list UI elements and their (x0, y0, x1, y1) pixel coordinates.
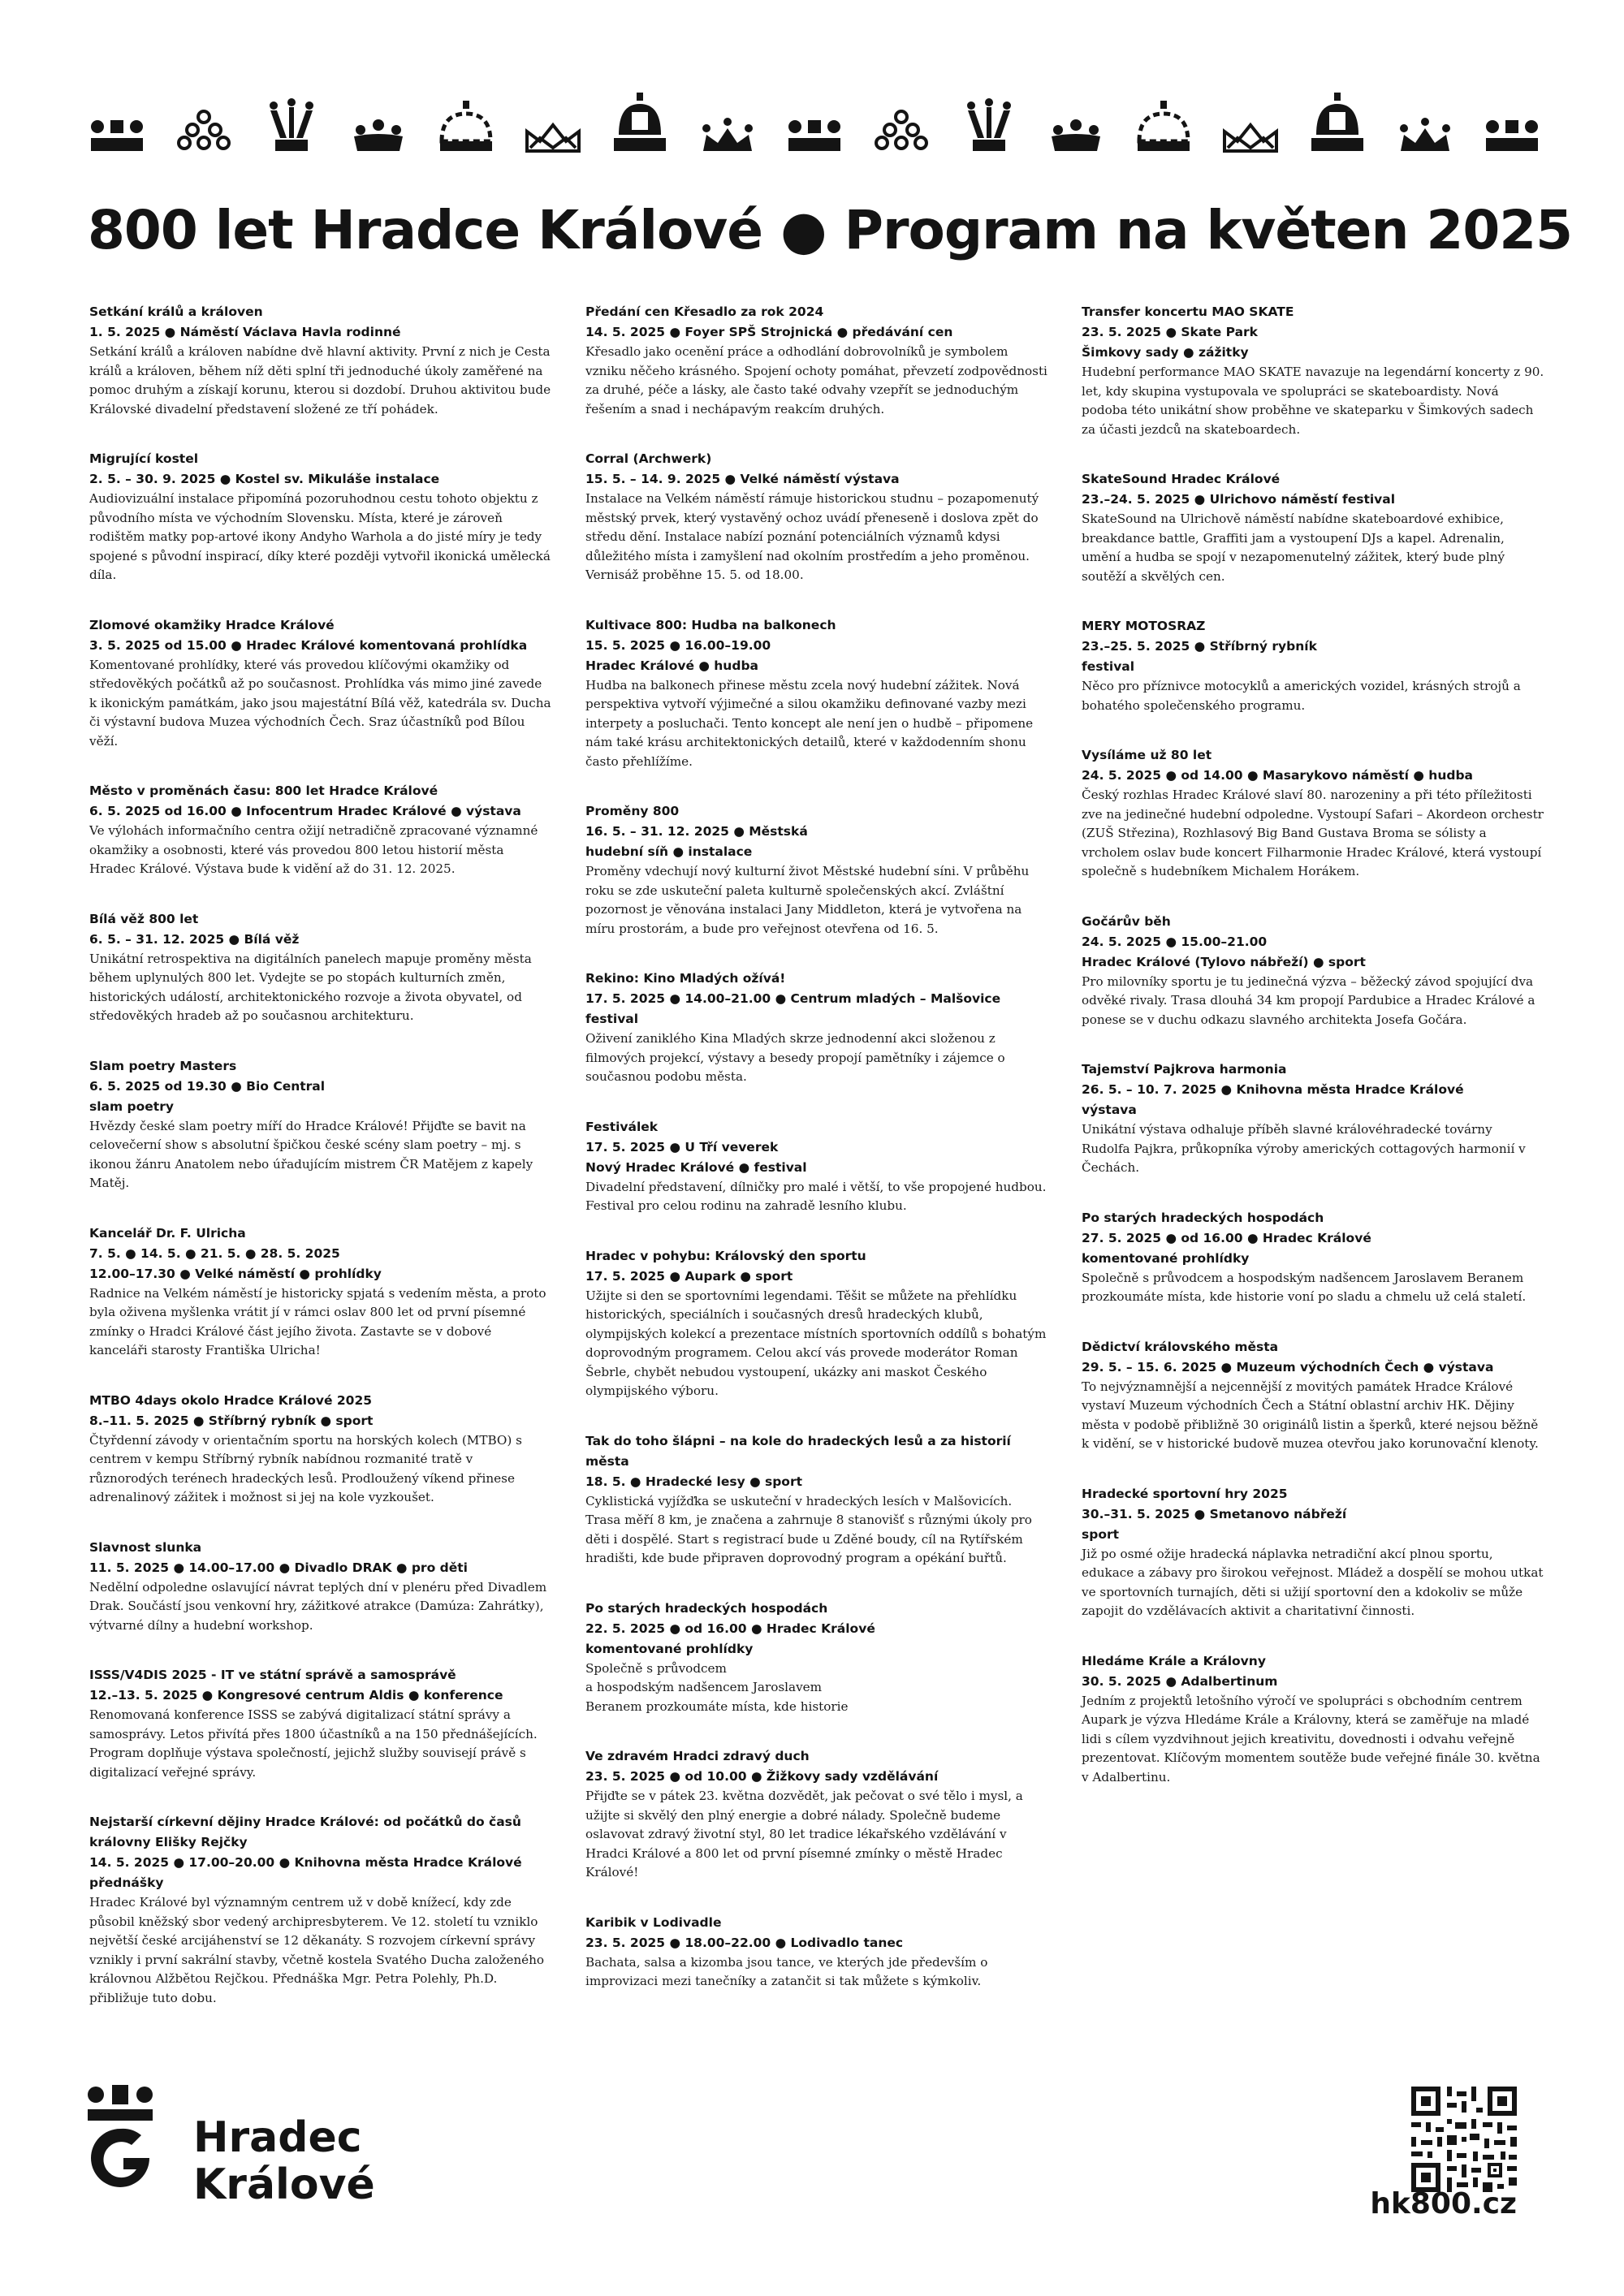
event-title: Hradecké sportovní hry 2025 (1082, 1486, 1288, 1501)
crown-icon-16 (1396, 89, 1454, 154)
event-title: Po starých hradeckých hospodách (585, 1600, 828, 1616)
event-date-place: 12.–13. 5. 2025 ● Kongresové centrum Aldis ● konference (89, 1688, 503, 1703)
event-description: Oživení zaniklého Kina Mladých skrze jednodenní akci složenou z filmových projekcí, výstavy a besedy propojí pamětníky i zájemce o současnou podobu města. (585, 1031, 1005, 1084)
event-description: Instalace na Velkém náměstí rámuje historickou studnu – pozapomenutý městský prvek, který vystavěný ochoz uvádí přeneseně i doslova zpět do středu dění. Instalace nabízí poznání potenciálních významů kdysi důležitého místa i zamyšlení nad okolním prostředím a jeho proměnou. Vernisáž proběhne 15. 5. od 18.00. (585, 491, 1039, 582)
qr-code-icon[interactable] (1411, 2087, 1517, 2192)
event-date-place: 15. 5. – 14. 9. 2025 ● Velké náměstí výstava (585, 472, 900, 486)
event-date-place: 6. 5. 2025 od 16.00 ● Infocentrum Hradec Králové ● výstava (89, 804, 521, 818)
event-item (89, 1812, 552, 2008)
event-description: Český rozhlas Hradec Králové slaví 80. narozeniny a při této příležitosti zve na jedinečné hudební odpoledne. Vystoupí Safari – Akordeon orchestr (ZUŠ Střezina), Rozhlasový Big Band Gustava Broma se sólisty a vrcholem oslav bude koncert Filharmonie Hradec Králové, která vystoupí společně s hudebníkem Michalem Horákem. (1082, 788, 1544, 878)
event-title: Hradec v pohybu: Královský den sportu (585, 1248, 866, 1263)
event-description: Křesadlo jako ocenění práce a odhodlání dobrovolníků je symbolem vzniku něčeho krásného. Spojení ochoty pomáhat, převzetí zodpovědnosti za druhé, péče a lásky, ale často také odvahy vzepřít se jednoduchým řešením a snad i nechápavým reakcím druhých. (585, 344, 1047, 416)
event-date-place: 3. 5. 2025 od 15.00 ● Hradec Králové komentovaná prohlídka (89, 637, 528, 653)
event-title: Tak do toho šlápni – na kole do hradeckých lesů a za historií města (585, 1433, 1011, 1469)
crown-icon-2 (175, 89, 233, 154)
program-column-2 (585, 302, 1048, 2022)
event-title: Transfer koncertu MAO SKATE (1082, 304, 1294, 319)
event-description: Ve výlohách informačního centra ožijí netradičně zpracované významné okamžiky a osobnosti, které vás provedou 800 letou historií města Hradec Králové. Výstava bude k vidění až do 31. 12. 2025. (89, 823, 538, 876)
event-title: Tajemství Pajkrova harmonia (1082, 1062, 1287, 1077)
event-item (585, 1599, 1048, 1717)
event-date-place: 23.–24. 5. 2025 ● Ulrichovo náměstí festival (1082, 492, 1396, 507)
event-description: Již po osmé ožije hradecká náplavka netradiční akcí plnou sportu, edukace a zábavy pro širokou veřejnost. Mládež a dospělí se mohou utkat ve sportovních turnajích, děti si užijí sportovní den a kdokoliv se může zapojit do vzdělávacích aktivit a charitativní činnosti. (1082, 1546, 1544, 1618)
event-title: MTBO 4days okolo Hradce Králové 2025 (89, 1392, 373, 1408)
event-title: Setkání králů a královen (89, 304, 263, 319)
logo-line-2: Králové (193, 2160, 375, 2209)
event-title: Bílá věž 800 let (89, 911, 199, 926)
event-title: Rekino: Kino Mladých ožívá! (585, 971, 786, 986)
event-item (89, 615, 552, 752)
website-link[interactable]: hk800.cz (1370, 2187, 1517, 2220)
event-item (1082, 1337, 1544, 1454)
event-title: MERY MOTOSRAZ (1082, 619, 1206, 633)
event-date-place: 7. 5. ● 14. 5. ● 21. 5. ● 28. 5. 2025 12.00–17.30 ● Velké náměstí ● prohlídky (89, 1245, 382, 1281)
event-date-place: 18. 5. ● Hradecké lesy ● sport (585, 1474, 803, 1489)
event-title: Hledáme Krále a Královny (1082, 1653, 1266, 1668)
event-item (89, 909, 552, 1026)
event-title: Po starých hradeckých hospodách (1082, 1210, 1324, 1225)
event-item (585, 449, 1048, 585)
event-item (89, 1056, 552, 1193)
event-description: Něco pro příznivce motocyklů a amerických vozidel, krásných strojů a bohatého společenského programu. (1082, 679, 1521, 713)
event-title: Ve zdravém Hradci zdravý duch (585, 1749, 810, 1763)
event-item (585, 302, 1048, 419)
event-date-place: 15. 5. 2025 ● 16.00–19.00 Hradec Králové ● hudba (585, 637, 771, 673)
event-item (1082, 616, 1544, 715)
page-title: 800 let Hradce Králové ● Program na květen 2025 (88, 199, 1573, 261)
event-date-place: 8.–11. 5. 2025 ● Stříbrný rybník ● sport (89, 1413, 374, 1428)
event-date-place: 27. 5. 2025 ● od 16.00 ● Hradec Králové komentované prohlídky (1082, 1230, 1371, 1266)
event-date-place: 23. 5. 2025 ● 18.00–22.00 ● Lodivadlo tanec (585, 1935, 904, 1950)
event-item (89, 1391, 552, 1508)
event-date-place: 14. 5. 2025 ● Foyer SPŠ Strojnická ● předávání cen (585, 325, 953, 339)
event-item (1082, 1060, 1544, 1178)
crown-icon-15 (1308, 89, 1367, 154)
event-title: Vysíláme už 80 let (1082, 748, 1212, 762)
event-date-place: 1. 5. 2025 ● Náměstí Václava Havla rodinné (89, 325, 401, 339)
event-title: Slavnost slunka (89, 1539, 202, 1555)
event-date-place: 2. 5. – 30. 9. 2025 ● Kostel sv. Mikuláše instalace (89, 472, 440, 486)
event-title: Město v proměnách času: 800 let Hradce Králové (89, 783, 438, 798)
event-item (89, 781, 552, 879)
event-item (1082, 469, 1544, 586)
event-date-place: 29. 5. – 15. 6. 2025 ● Muzeum východních Čech ● výstava (1082, 1359, 1494, 1375)
event-title: ISSS/V4DIS 2025 - IT ve státní správě a samosprávě (89, 1668, 456, 1682)
event-description: Bachata, salsa a kizomba jsou tance, ve kterých jde především o improvizaci mezi tanečníky a zatančit si tak můžete s kýmkoliv. (585, 1954, 988, 1988)
hradec-kralove-logo-icon (88, 2078, 153, 2208)
crown-icon-6 (524, 89, 582, 154)
crown-icon-7 (611, 89, 669, 154)
event-description: Renomovaná konference ISSS se zabývá digitalizací státní správy a samosprávy. Letos přivítá přes 1800 účastníků a na 150 přednášejících. Program doplňuje výstava společností, jejichž služby souvisejí právě s digitalizací veřejné správy. (89, 1707, 538, 1780)
event-description: Setkání králů a královen nabídne dvě hlavní aktivity. První z nich je Cesta králů a královen, během níž děti splní tři jednoduché úkoly zaměřené na pomoc druhým a získají korunu, kterou si dozdobí. Druhou aktivitou bude Královské divadelní představení složené ze tří pohádek. (89, 344, 551, 416)
crown-icon-4 (349, 89, 408, 154)
crown-icon-17 (1483, 89, 1541, 154)
event-item (585, 1117, 1048, 1216)
crown-icon-11 (960, 89, 1018, 154)
event-item (89, 449, 552, 585)
logo-text (193, 2114, 375, 2208)
event-item (89, 1224, 552, 1361)
event-description: Jedním z projektů letošního výročí ve spolupráci s obchodním centrem Aupark je výzva Hledáme Krále a Královny, která se zaměřuje na mladé lidi s cílem vyzdvihnout jejich kreativitu, dovednosti i odvahu veřejně prezentovat. Klíčovým momentem soutěže bude veřejné finále 30. května v Adalbertinu. (1082, 1693, 1540, 1785)
event-description: Nedělní odpoledne oslavující návrat teplých dní v plenéru před Divadlem Drak. Součástí jsou venkovní hry, zážitkové atrakce (Damúza: Zahrátky), výtvarné dílny a hudební workshop. (89, 1579, 547, 1633)
event-date-place: 23.–25. 5. 2025 ● Stříbrný rybník festival (1082, 639, 1317, 674)
crown-icon-9 (785, 89, 844, 154)
logo-line-1: Hradec (193, 2113, 362, 2162)
crown-icon-8 (698, 89, 757, 154)
event-item (585, 615, 1048, 772)
event-item (585, 1246, 1048, 1401)
event-item (89, 302, 552, 419)
event-date-place: 26. 5. – 10. 7. 2025 ● Knihovna města Hradce Králové výstava (1082, 1082, 1464, 1117)
event-description: Čtyřdenní závody v orientačním sportu na horských kolech (MTBO) s centrem v kempu Stříbrný rybník nabídnou rozmanité tratě v různorodých terénech hradeckých lesů. Prodloužený víkend přinese adrenalinový zážitek i možnost si jej na kole vyzkoušet. (89, 1432, 522, 1504)
crown-icon-3 (262, 89, 321, 154)
event-date-place: 17. 5. 2025 ● Aupark ● sport (585, 1268, 793, 1284)
program-column-3 (1082, 302, 1544, 1817)
event-date-place: 17. 5. 2025 ● U Tří veverek Nový Hradec Králové ● festival (585, 1139, 807, 1175)
event-title: Dědictví královského města (1082, 1339, 1279, 1354)
event-description: Hudební performance MAO SKATE navazuje na legendární koncerty z 90. let, kdy skupina vystupovala ve spolupráci se skateboardisty. Nová podoba této unikátní show proběhne ve skateparku v Šimkových sadech za účasti jezdců na skateboardech. (1082, 365, 1544, 437)
event-title: SkateSound Hradec Králové (1082, 472, 1281, 486)
event-date-place: 30. 5. 2025 ● Adalbertinum (1082, 1673, 1278, 1689)
event-title: Předání cen Křesadlo za rok 2024 (585, 304, 824, 319)
event-description: Cyklistická vyjížďka se uskuteční v hradeckých lesích v Malšovicích. Trasa měří 8 km, je značena a zahrnuje 8 stanovišť s různými úkoly pro děti i dospělé. Start s registrací bude u Zděné boudy, cíl na Rytířském hradišti, kde bude připraven doprovodný program a opékání buřtů. (585, 1493, 1032, 1565)
event-date-place: 16. 5. – 31. 12. 2025 ● Městská hudební síň ● instalace (585, 824, 808, 859)
event-item (89, 1538, 552, 1636)
city-logo (88, 2078, 429, 2208)
event-title: Gočárův běh (1082, 913, 1171, 929)
crown-icon-10 (872, 89, 931, 154)
event-date-place: 23. 5. 2025 ● od 10.00 ● Žižkovy sady vzdělávání (585, 1769, 939, 1784)
event-date-place: 17. 5. 2025 ● 14.00–21.00 ● Centrum mladých – Malšovice festival (585, 991, 1001, 1026)
program-columns (0, 302, 1624, 2007)
event-description: Proměny vdechují nový kulturní život Městské hudební síni. V průběhu roku se zde uskuteční paleta kulturně společenských akcí. Zvláštní pozornost je věnována instalaci Jany Middleton, která je vytvořena na míru prostorám, a bude pro veřejnost otevřena od 16. 5. (585, 864, 1030, 936)
event-title: Festiválek (585, 1119, 659, 1134)
event-title: Kultivace 800: Hudba na balkonech (585, 617, 836, 632)
event-title: Corral (Archwerk) (585, 451, 712, 466)
event-description: Hradec Králové byl významným centrem už v době knížecí, kdy zde působil kněžský sbor vedený archipresbyterem. Ve 12. století tu vzniklo největší české arcijáhenství se 12 děkanáty. S rozvojem církevní správy vznikly i první sakrální stavby, včetně kostela Svatého Ducha založeného královnou Alžbětou Rejčkou. Přednáška Mgr. Petra Polehly, Ph.D. přibližuje tuto dobu. (89, 1895, 545, 2005)
event-description: Hudba na balkonech přinese městu zcela nový hudební zážitek. Nová perspektiva vytvoří výjimečné a silou okamžiku definované vazby mezi interpety a posluchači. Tento koncept ale není jen o hudbě – připomene nám také krásu architektonických detailů, které v každodenním shonu často přehlížíme. (585, 677, 1034, 769)
event-item (89, 1665, 552, 1782)
event-date-place: 24. 5. 2025 ● od 14.00 ● Masarykovo náměstí ● hudba (1082, 768, 1474, 783)
event-description: Unikátní retrospektiva na digitálních panelech mapuje proměny města během uplynulých 800 let. Vydejte se po stopách kulturních změn, historických událostí, architektonického rozvoje a života obyvatel, od středověkých hradeb až po současnou architekturu. (89, 951, 532, 1023)
crown-strip (88, 88, 1541, 154)
event-item (585, 1913, 1048, 1992)
event-description: SkateSound na Ulrichově náměstí nabídne skateboardové exhibice, breakdance battle, Graffiti jam a vystoupení DJs a kapel. Adrenalin, umění a hudba se spojí v nezapomenutelný zážitek, který bude plný soutěží a skvělých cen. (1082, 511, 1505, 584)
event-item (585, 1746, 1048, 1883)
event-title: Slam poetry Masters (89, 1058, 237, 1073)
crown-icon-5 (437, 89, 495, 154)
event-item (585, 1431, 1048, 1569)
event-description: Divadelní představení, dílničky pro malé i větší, to vše propojené hudbou. Festival pro celou rodinu na zahradě lesního klubu. (585, 1179, 1047, 1213)
event-description: Radnice na Velkém náměstí je historicky spjatá s vedením města, a proto byla oživena myšlenka vrátit jí v rámci oslav 800 let od první písemné zmínky o Hradci Králové část jejího života. Zastavte se v dobové kanceláři starosty Františka Ulricha! (89, 1285, 546, 1357)
event-date-place: 22. 5. 2025 ● od 16.00 ● Hradec Králové komentované prohlídky (585, 1621, 875, 1656)
event-title: Migrující kostel (89, 451, 199, 466)
event-item (1082, 745, 1544, 882)
event-title: Proměny 800 (585, 804, 680, 818)
event-date-place: 11. 5. 2025 ● 14.00–17.00 ● Divadlo DRAK ● pro děti (89, 1560, 468, 1575)
event-date-place: 14. 5. 2025 ● 17.00–20.00 ● Knihovna města Hradce Králové přednášky (89, 1855, 522, 1890)
event-description: Unikátní výstava odhaluje příběh slavné královéhradecké továrny Rudolfa Pajkra, průkopníka výroby amerických cottagových harmonií v Čechách. (1082, 1122, 1526, 1175)
event-item (1082, 1208, 1544, 1307)
event-description: Hvězdy české slam poetry míří do Hradce Králové! Přijďte se bavit na celovečerní show s absolutní špičkou české scény slam poetry – mj. s ikonou žánru Anatolem nebo úřadujícím mistrem ČR Matějem z kapely Matěj. (89, 1118, 533, 1190)
event-date-place: 6. 5. – 31. 12. 2025 ● Bílá věž (89, 931, 300, 947)
event-description: Pro milovníky sportu je tu jedinečná výzva – běžecký závod spojující dva odvěké rivaly. Trasa dlouhá 34 km propojí Pardubice a Hradec Králové a ponese se v duchu odkazu slavného architekta Josefa Gočára. (1082, 973, 1535, 1027)
event-title: Nejstarší církevní dějiny Hradce Králové: od počátků do časů královny Elišky Rejčky (89, 1815, 521, 1849)
event-title: Zlomové okamžiky Hradce Králové (89, 617, 335, 632)
event-item (1082, 1651, 1544, 1788)
event-description: Společně s průvodcem a hospodským nadšencem Jaroslavem Beranem prozkoumáte místa, kde historie (585, 1660, 849, 1714)
event-item (585, 969, 1048, 1087)
crown-icon-13 (1134, 89, 1193, 154)
event-description: To nejvýznamnější a nejcennější z movitých památek Hradce Králové vystaví Muzeum východních Čech a Státní oblastní archiv HK. Dějiny města v podobě přibližně 30 originálů listin a šperků, které nejsou běžně k vidění, se v historické budově muzea otevřou jako korunovační klenoty. (1082, 1379, 1539, 1451)
event-description: Audiovizuální instalace připomíná pozoruhodnou cestu tohoto objektu z původního místa ve východním Slovensku. Místa, které je zároveň rodištěm matky pop-artové ikony Andyho Warhola a do jisté míry je tedy spojené s původní inspirací, díky které později vytvořil ikonická umělecká díla. (89, 491, 551, 582)
event-description: Společně s průvodcem a hospodským nadšencem Jaroslavem Beranem prozkoumáte místa, kde historie voní po sladu a chmelu už celá staletí. (1082, 1270, 1527, 1304)
program-column-1 (89, 302, 552, 2038)
event-title: Karibik v Lodivadle (585, 1914, 722, 1930)
crown-icon-14 (1221, 89, 1280, 154)
event-date-place: 6. 5. 2025 od 19.30 ● Bio Central slam poetry (89, 1078, 326, 1114)
event-item (1082, 1484, 1544, 1621)
event-description: Užijte si den se sportovními legendami. Těšit se můžete na přehlídku historických, speciálních i současných dresů hradeckých klubů, olympijských kolekcí a prezentace místních sportovních oddílů s bohatým doprovodným programem. Celou akcí vás provede moderátor Roman Šebrle, chybět nebudou vystoupení, ukázky ani maskot Českého olympijského výboru. (585, 1288, 1047, 1398)
event-title: Kancelář Dr. F. Ulricha (89, 1225, 246, 1241)
event-description: Přijďte se v pátek 23. května dozvědět, jak pečovat o své tělo i mysl, a užijte si skvělý den plný energie a dobré nálady. Společně budeme oslavovat zdravý životní styl, 80 let tradice lékařského vzdělávání v Hradci Králové a 800 let od první písemné zmínky o městě Hradec Králové! (585, 1789, 1023, 1880)
event-item (1082, 912, 1544, 1030)
event-date-place: 30.–31. 5. 2025 ● Smetanovo nábřeží sport (1082, 1506, 1347, 1542)
event-date-place: 23. 5. 2025 ● Skate Park Šimkovy sady ● zážitky (1082, 325, 1258, 360)
event-item (1082, 302, 1544, 439)
event-item (585, 801, 1048, 939)
event-date-place: 24. 5. 2025 ● 15.00–21.00 Hradec Králové (Tylovo nábřeží) ● sport (1082, 934, 1366, 969)
crown-icon-12 (1047, 89, 1105, 154)
crown-icon-1 (88, 89, 146, 154)
event-description: Komentované prohlídky, které vás provedou klíčovými okamžiky od středověkých počátků až po současnost. Prohlídka vás mimo jiné zavede k ikonickým památkám, jako jsou majestátní Bílá věž, katedrála sv. Ducha či výstavní budova Muzea východních Čech. Sraz účastníků pod Bílou věží. (89, 657, 551, 749)
